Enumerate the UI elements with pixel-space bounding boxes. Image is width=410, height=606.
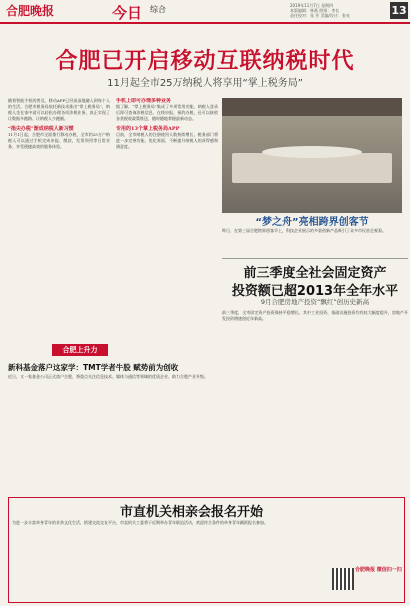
date-line: 2019年11月7日 星期四 — [290, 3, 334, 8]
page-number: 13 — [391, 4, 407, 17]
lead-subhead: 11月起全市25万纳税人将享用“掌上税务局” — [107, 78, 303, 89]
lead-subtitle-1: “指尖办税”渐成纳税人新习惯 — [8, 126, 74, 132]
lead-column-2 — [116, 98, 218, 338]
story3-body: 近日，又一家基金公司正式落户合肥，将重点关注信息技术、媒体与通信等领域的优质企业，助力合肥产业升级。 — [8, 374, 208, 379]
section-brand: 今日 — [112, 4, 143, 22]
lead-headline: 合肥已开启移动互联纳税时代 — [55, 49, 355, 74]
photo-caption-body: 昨日，在第三届合肥跨界创客节上，科技企业展示的多款创新产品吸引了众多市民驻足观看。 — [222, 228, 386, 233]
bottom-body: 为进一步丰富单身青年的业余文化生活，搭建交流交友平台，市直机关工委将于近期举办青年联谊活动，欢迎符合条件的单身青年踊跃报名参加。 — [12, 520, 268, 525]
masthead-logo: 合肥晚报 — [6, 4, 55, 18]
lead-body-3: 目前，全市纳税人的注册使用人数持续增长，税务部门将进一步完善功能，优化界面，不断提升纳税人的获得感和满意度。 — [116, 132, 218, 149]
photo-exhibit-model — [262, 146, 362, 158]
story2-headline-line1: 前三季度全社会固定资产 — [243, 266, 387, 281]
editor-line: 本版编辑：林燕 照排：李长 — [290, 8, 340, 13]
bottom-headline: 市直机关相亲会报名开始 — [120, 505, 264, 520]
story3-headline: 新科基金落户这家学：TMT学者牛股 赋势前为创收 — [8, 363, 179, 372]
photo-background-crowd — [222, 98, 402, 116]
lead-body-2: 据了解，“掌上税务局”集成了多项常用功能，纳税人登录后即可查询涉税信息、在线申报、预约办税，还可以接收各类税收政策推送，随时随地掌握最新动态。 — [116, 104, 218, 121]
news-photo — [222, 98, 402, 213]
lead-subtitle-2: 手机上即可办理多种业务 — [116, 98, 172, 104]
section-label: 综合 — [150, 5, 166, 14]
lead-subtitle-3: 专用的13个掌上税务局APP — [116, 126, 180, 132]
lead-intro: 随着智能手机的普及，移动APP已经深深地融入到每个人的生活。合肥市税务局依托新技术推出“掌上税务局”，纳税人坐在家中就可以轻松办理各项涉税业务，真正实现了让数据多跑路、让纳税人少跑腿。 — [8, 98, 110, 121]
masthead-info — [290, 3, 385, 18]
sub-line: 责任校对：张 芳 美编/设计：张亮 — [290, 13, 350, 18]
story2-body: 前三季度，全市固定资产投资保持平稳增长，其中工业投资、基础设施投资均有较大幅度提升，房地产开发投资增速创近年新高。 — [222, 310, 408, 321]
lead-body-1: 11月1日起，合肥市全面推行移动办税，全市约25万户纳税人可以通过手机完成申报、缴款、发票领用等日常业务，享受便捷高效的服务体验。 — [8, 132, 110, 149]
qr-code-icon — [332, 568, 354, 590]
story2-headline-line2: 投资额已超2013年全年水平 — [231, 284, 399, 299]
lead-column-1 — [8, 98, 110, 338]
story2-subhead: 9月合肥房地产投资“飘红”创历史新高 — [260, 298, 370, 306]
section-badge: 合肥上升力 — [52, 344, 108, 356]
qr-label: 合肥晚报 微信扫一扫 — [355, 567, 402, 573]
photo-caption-title: “梦之舟”亮相跨界创客节 — [255, 217, 369, 228]
masthead — [0, 0, 410, 24]
divider — [222, 258, 408, 259]
